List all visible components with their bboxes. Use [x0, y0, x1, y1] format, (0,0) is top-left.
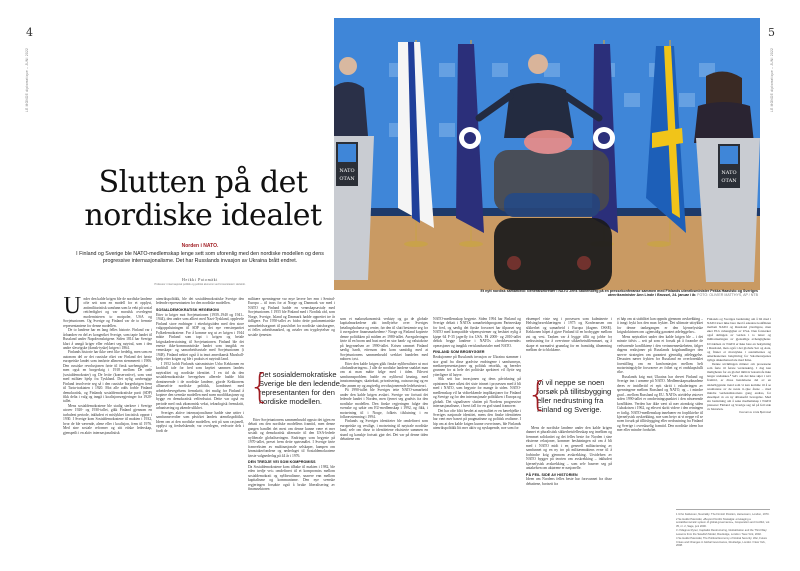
footnote: 2 Se Heikki Patomäki, «Beyond Nordic Nostalgia: envisaging a social/democratic system of global governance», Cooperation and Conflict, vol. 35, nr. 2, Sage, juni 2000. [676, 517, 770, 528]
paragraph: Denne utviklingen minner om prosessene som førte til første verdenskrig. I dag kan muligheten for en global militær katastrofe ikke lenger utelukkes.⁴ Selv om det ikke skjer i nær framtid, er disse hendelsene del av en underliggende trend som vi kan komme til å se resultatene av de neste ti–tjue årene – med mindre verdenshistoriens gang endres, for eksempel av en ny alliansefri bevegelse. Med sin beslutning om å søke medlemskap i NATO plasserer Finland og Sverige seg nå på feil side av historien. [707, 362, 771, 412]
column-6-bottom [526, 426, 612, 559]
paragraph: Russlands krig mot Ukraina har drevet Finland og Sverige inn i armene på NATO. Medlemskapssøknadene deres er imidlertid et nytt skritt i eskaleringen av spenningene mellom Russland og NATO, og – i mindre grad – mellom Russland og EU. NATOs utvidelse østover siden 1990-tallet er omdreiningspunktet i den nåværende konflikten. Verden har ikke vært så nær atomkrig siden Cubakrisen i 1962, og ethvert skritt videre i den retningen er farlig. NATO-medlemskap innebærer en forpliktelse til kjernefysisk avskrekking, noe som betyr at vi neppe vil se noen forsøk på tillitsbygging eller nedrustning fra Finland og Sverige i overskuelig framtid. Den nordiske ideen har mer eller mindre forduftet. [617, 374, 703, 433]
podium-right-label-1: NATO [721, 170, 737, 176]
footnote: 3 J Magnus Ryner, Capitalist Restructuring, Globalization and the Third Way: Lessons from the Swedish Model, Routledge, London / New York, 2002. [676, 529, 768, 536]
paragraph: De to landene har en lang felles historie. Finland var i århundrer en del av kongeriket Sverige, som tapte landet til Russland under Napoleonskrigene. Siden 1814 har Sverige klart å unngå kriger eller erklært seg nøytral, som i den andre slesvigske (dansk-tyske) krigen i 1864. [63, 328, 152, 350]
paragraph: NATO-medlemskap begynte. Siden 1994 har Finland og Sverige deltatt i NATOs samarbeidsprogram Partnerskap for fred, og særlig det finske forsvaret har tilpasset seg NATO med kompatible våpensystemer og beslutet nylig å kjøpe 64 F-35 jagerfly fra USA. På 2000- og 2010-tallet deltok begge landene i NATOs «fredsbevarende» operasjoner og inngikk vertslandsavtaler med NATO. [433, 317, 521, 348]
paragraph: som et makroøkonomisk verktøy og ga de globale kapitalmarkedene økt innflytelse over Sveriges betalingsbalanse og renter, før den til slutt bestemte seg for å avregulere finansmarkedene.³ Norge og Finland kopierte denne politikken på midten av 1980-tallet. Avreguleringen førte til en boom and bust med en stor bank- og valutakrise på begynnelsen av 1990-tallet. Krisen rammet Finland særlig hardt, ettersom den kom samtidig med at Sovjetunionens sammenbrudd svekket handelen med naboen i øst. [340, 317, 428, 362]
paragraph: Mens nøytralitet under den kalde krigen ble – i det minste tidvis – sett på som et forsøk på å forandre de vedvarende konfliktene i den vertsmenneskeheten, følger dagens reaksjoner på Russlands krigshandlinger den snevre strategien om garantert gjensidig ødeleggelse. Dessuten nærer frykten for Russland en overforenklet forestilling om en konfrontasjon mellom helt motsetningsfylte forsvarere av frihet og et ondskapsfullt rike. [617, 334, 703, 375]
section-heading: PÅ FEIL SIDE AV HISTORIEN [526, 472, 578, 477]
pull-quote-1 [249, 367, 345, 407]
paragraph: Etter to kriger mot Sovjetunionen (1939–1940 og 1941–1944), den andre som alliert med Nazi-Tyskland, opplevde Finland store endringer i etterkrigstiden med den store valgoppslutningen til SDP og det nye venstrepartiet Folkedemokratene. For å komme seg ut av krigen i 1944 måtte Finland som tapt i krigen og betale krigsskadeerstatning til Sovjetunionen. Finland ble det eneste ikke-kommunistiske landet som inngikk en vennskaps- og samarbeidsavtale med Sovjetunionen (i 1948). Finland nektet også å ta imot amerikansk Marshall-hjelp etter krigen og ble i praksis et nøytralt land. [156, 312, 244, 362]
pull-quote-2 [527, 375, 623, 415]
paragraph: I 1952 holdt Finlands statsminister Urho Kekkonen en kraftfull tale for fred som knyttet sammen landets nøytralitet og nordiske identitet. I en tid da den sosialdemokratiske bevegelsen allerede hadde blitt dominerende i de nordiske landene, gjorde Kekkonens alliansefrie nordiske politikk, kombinert med arbeiderbevegelsens fremskritt, det mulig for Finland å kopiere den svenske modellen med noen modifikasjoner og bygge en demokratisk velferdsstat. Dette var også en periode med rask økonomisk vekst, teknologisk fremskritt, urbanisering og økende ulikhet. [156, 361, 244, 411]
paragraph: Finlands og Sveriges beslutning om å bli med i NATO truer ikke bare med å eskalere konflikten mellom NATO og Russland ytterligere, men øker EUs avhengighet av USA. Den forsterker også delingen av verden i to leirer og militariseringen av gjensidige avhengigheter. Utvidelsen av NATO er ikke bare en bekymring i Russland, men også i det globale Sør og Asia, og finner et motstykke i australiernes og amerikanernes bekymring for Salomonøyenes nylige sikkerhetsavtale med Kina. [707, 317, 771, 362]
paragraph: Sveriges aktive internasjonalisme hadde sine røtter i samfunnsverdier som påvirket landets utenrikspolitikk. Ideen om at den nordiske modellen, sett på som rasjonell, opplyst og fredselskende, var overlegen, vedvarte dels i fordi de [156, 410, 244, 433]
section-heading: FINLAND SOM BROBYGGER [433, 350, 485, 355]
brace-icon: { [527, 375, 549, 415]
section-heading: DEN TREDJE VEI SOM KOMPROMISS [248, 460, 316, 465]
paragraph: Mens sosialdemokratene ble stadig sterkere i Sverige utover 1920- og 1930-tallet, gikk Finland gjennom en turbulent periode, inkludert et mislykket fascistisk opprør i 1930. I Sverige kom Sosialdemokratene til makten i 1932, hvor de ble værende, alene eller i koalisjon, frem til 1976. Med sine sosiale reformer og sitt etiske lederskap, gjenspeilt i en aktiv internasjonalistisk [63, 403, 152, 435]
translator-credit: Oversatt av Linda Bjørnstad [738, 411, 771, 415]
byline: Heikki Patomäki [182, 277, 218, 282]
byline-title: Professor i internasjonal politikk og politisk økonomi ved Universitetet i Helsinki. [154, 283, 246, 286]
footnotes [676, 509, 770, 549]
photo-caption [452, 289, 758, 298]
blurred-camera [494, 130, 612, 290]
paragraph: Mens de nordiske landene under den kalde krigen dannet et pluralistisk sikkerhetsfellesskap seg imellom og fremmet solidaritet og det felles beste for Norden i sine eksterne relasjoner, kommer beslutningen nå om å bli med i NATO midt i en generell militarisering av samfunnet og en ny tro på militærmaktens evne til å forhindre krig gjennom avskrekking. Utvidelsen av NATO bygger på teorien om avskrekking – inkludert kjernefysisk avskrekking – som selv baserer seg på antakelsen om aktørene er nasjonelle. [526, 426, 612, 471]
paragraph: Finlands og Sveriges identiteter ble omdefinert som europeiske og vestlige, i motsetning til nøytrale nordiske land, selv om disse to identitetene eksisterte sammen en stund og kanskje fortsatt gjør det. Det var på denne tiden debattene om [340, 419, 428, 442]
column-3-top [248, 297, 335, 365]
paragraph: militære spenningene var mye lavere her enn i Sentral-Europa – til tross for at Norge og Danmark var med i NATO og Finland hadde en vennskapsavtale med Sovjetunionen. I 1955 ble Finland med i Nordisk råd, som Norge, Sverige, Island og Danmark hadde opprettet tre år tidligere. Fra 1950-tallet av bidro dette parlamentariske samarbeidsorganet til passfrihet for nordiske statsborgere, et felles arbeidsmarked, og avtaler om trygdeytelser og sosiale tjenester. [248, 297, 335, 337]
paragraph: Finlands historie har ikke vært like fredelig, men som en autonom del av det russiske riket var Finland det første europeiske landet som innførte allmenn stemmerett i 1906. Den russiske revolusjonen førte til finsk uavhengighet – men også en borgerkrig i 1918 mellom De røde (sosialdemokrater) og De hvite (konservative), som vant med militær hjelp fra Tyskland. Det nylig uavhengige Finland involverte seg så i den russiske borgerkrigen frem til Tartu-traktaten i 1920. Mot alle odds forble Finland demokratisk, og Finlands sosialdemokratiske parti (SDP) fikk delta i valg og inngå i koalisjonsregjeringer fra 1920-tallet. [63, 350, 152, 404]
caption-text: Et nytt nordisk samarbeid: Generalsekretær i NATO Jens Stoltenberg på en pressekonferanse sammen med Finlands utenriksminister Pekka Haavisto og Sveriges utenriksminister Ann Linde i Brussel, 24. januar i år. [480, 289, 758, 298]
paragraph: Da Sosialdemokratene kom tilbake til makten i 1982, ble eden tredje vei» omdefinert til et kompromiss mellom sosialdemokrati og nyliberalisme, snarere enn mellom kapitalisme og kommunisme. Den nye svenske regjeringen forsøkte også å bruke liberalisering av finanssektoren [248, 465, 335, 492]
column-2 [156, 297, 244, 559]
pull-quote-text: Vi vil neppe se noen forsøk på tillitsbygging eller nedrustning fra Finland og Sverige. [537, 378, 612, 414]
column-8 [707, 317, 771, 507]
running-head-left: LE MONDE diplomatique – JUNI 2022 [25, 47, 29, 112]
paragraph: et håp om at stabilitet kan oppnås gjennom avskrekking – å inngi frykt hos den man frykter. Det ultimate uttrykket for denne tankegangen er den kjernefysiske krigsdoktrinen om «gjensidig garantert ødeleggelse». [617, 317, 703, 335]
podium-left-label-1: NATO [339, 168, 355, 174]
paragraph: Slik sett har invasjonen og dens påvirkning på opinionen bare utløst det siste trinnet i prosessen med å bli med i NATO, som begynte for mange år siden. NATO-medlemskap vil ha vidtrekkende implikasjoner for Finland og Sverige og for den internasjonale politikken i Europa og globalt. Det signaliserer slutten på Nordens progressive internasjonalisme, i hvert fall for en god stund framover. [433, 377, 521, 409]
pull-quote-text: Det sosialdemokratiske Sverige ble den ledende representanten for den nordiske modellen. [259, 370, 340, 406]
photo-illustration [334, 18, 760, 290]
paragraph: Ideen om Nordens felles beste har forsvunnet fra disse debattene, bortsett fra [526, 477, 612, 486]
podium-left [334, 136, 374, 280]
paragraph: utenrikspolitikk, ble det sosialdemokratiske Sverige den ledende representanten for den nordiske modellen. [156, 297, 244, 306]
title-line-2: nordiske idealet [84, 198, 322, 233]
column-6-top [526, 317, 612, 373]
article-title [78, 166, 328, 232]
brace-icon: { [249, 367, 271, 407]
column-4 [340, 317, 428, 559]
paragraph: eksempel viste seg i prosessen som kulminerte i Helsingforserklæringen i 1975 og Konferansen om sikkerhet og samarbeid i Europa (dagens OSSE). Kekkonen håpet å gjøre Finland til en brobygger mellom øst og vest. Tanken var å bygge tillit og jobbe for nedrustning for å overvinne sikkerhetsdilemmaet, og å skape et normativt grunnlag for en framtidig tilnærming mellom de to blokkene. [526, 317, 612, 353]
paragraph: Etter den kalde krigen gikk finske nyliberalister ut mot «finlandiseringen». I alle de nordiske landene snakket man om at man måtte følge med i tiden. Ethvert samfunnsproblem hadde en nyliberal løsning, med innstramninger, skattekutt, privatisering, outsourcing og en eller annen ny og angivelig revolusjonerende ledelsesteori. [340, 361, 428, 388]
paragraph: nder den kalde krigen ble de nordiske landene ofte sett som en modell for et opplyst, antimilitaristisk samfunn som la vekt på sosial rettferdighet og var moralsk overlegent modernisteren to motpoler, USA og Sovjetunionen. Og Sverige og Finland var de to fremste representantene for denne modellen. [63, 297, 152, 328]
page-number-right: 5 [768, 26, 775, 39]
paragraph: Reaksjonene på Russlands invasjon av Ukraina stammer i stor grad fra disse gradvise endringene i samfunnsyn, mediarepresentasjoner og politisk retorikk, og bereder grunnen for at hele det politiske spekteret vil flytte seg ytterligere til høyre. [433, 355, 521, 377]
running-head-right: LE MONDE diplomatique – JUNI 2022 [770, 47, 774, 112]
paragraph: Det har ofte blitt hevdet at nøytralitet er en bærebjelke i Sveriges nasjonale identitet, mens den finske identiteten har vært mer basert på pragmatisme og politisk realisme. I hip om at den kalde krigen kunne overvinnes, ble Finlands utenrikspolitikk litt mer aktiv og nyskapende, noe som for [433, 408, 521, 431]
page-number-left: 4 [26, 26, 33, 39]
column-3-bottom [248, 418, 335, 559]
paragraph: På 1990-tallet ble Sveriges tette NATO-samarbeid under den kalde krigen avslørt. Sverige var fortsatt det ledende landet i Norden, men fjernet seg gradvis fra den nordiske modellen. Den finske regjeringen fulgte den svenske og søkte om EU-medlemskap i 1992, og fikk, i motsetning til i Norge, folkets tilslutning i en folkeavstemning i 1994. [340, 388, 428, 419]
press-conference-photo [334, 18, 760, 290]
footnote: 4 Se Heikki Patomäki, The Political Economy of Global Security: War, Future Crises and Changes in Global Governance, Routledge, London / New York, 2008. [676, 537, 767, 548]
drop-cap: U [63, 297, 82, 319]
article-dek: I Finland og Sverige ble NATO-medlemskap lenge sett som uforenlig med den nordiske modellen og dens progressive internasjonalisme. Det har Russlands invasjon av Ukraina brått endret. [76, 251, 324, 264]
title-line-1: Slutten på det [98, 165, 308, 200]
podium-left-label-2: OTAN [339, 176, 355, 182]
column-5 [433, 317, 521, 559]
footnote: 1 Urho Kekkonen, Neutrality: The Finnish Position, Heinemann, London, 1970. [676, 513, 770, 516]
podium-right-label-2: OTAN [721, 178, 737, 184]
podium-right [696, 138, 760, 282]
article-kicker: Norden i NATO. [181, 243, 219, 249]
column-1 [63, 297, 152, 559]
photo-credit: FOTO: OLIVIER MATTHYS, AP / NTB [697, 293, 758, 298]
section-heading: SOSIALDEMOKRATISK HEGEMONI [156, 307, 220, 312]
paragraph: Etter Sovjetunionens sammenbrudd oppsto det igjen en debatt om den nordiske modellens framtid, men denne gangen handlet det mest om denne kunne være et mer sosialt og demokratisk alternativ til den USA-ledede nyliberale globaliseringen. Endringer som begynte på 1970-tallet, preset frem dette spørsmålet. I Sverige førte framveksten av multinasjonale selskaper, kampen om lønnstakerfondene og nederlaget til Sosialdemokratene første valgnederlag på 44 år i 1976. [248, 418, 335, 458]
